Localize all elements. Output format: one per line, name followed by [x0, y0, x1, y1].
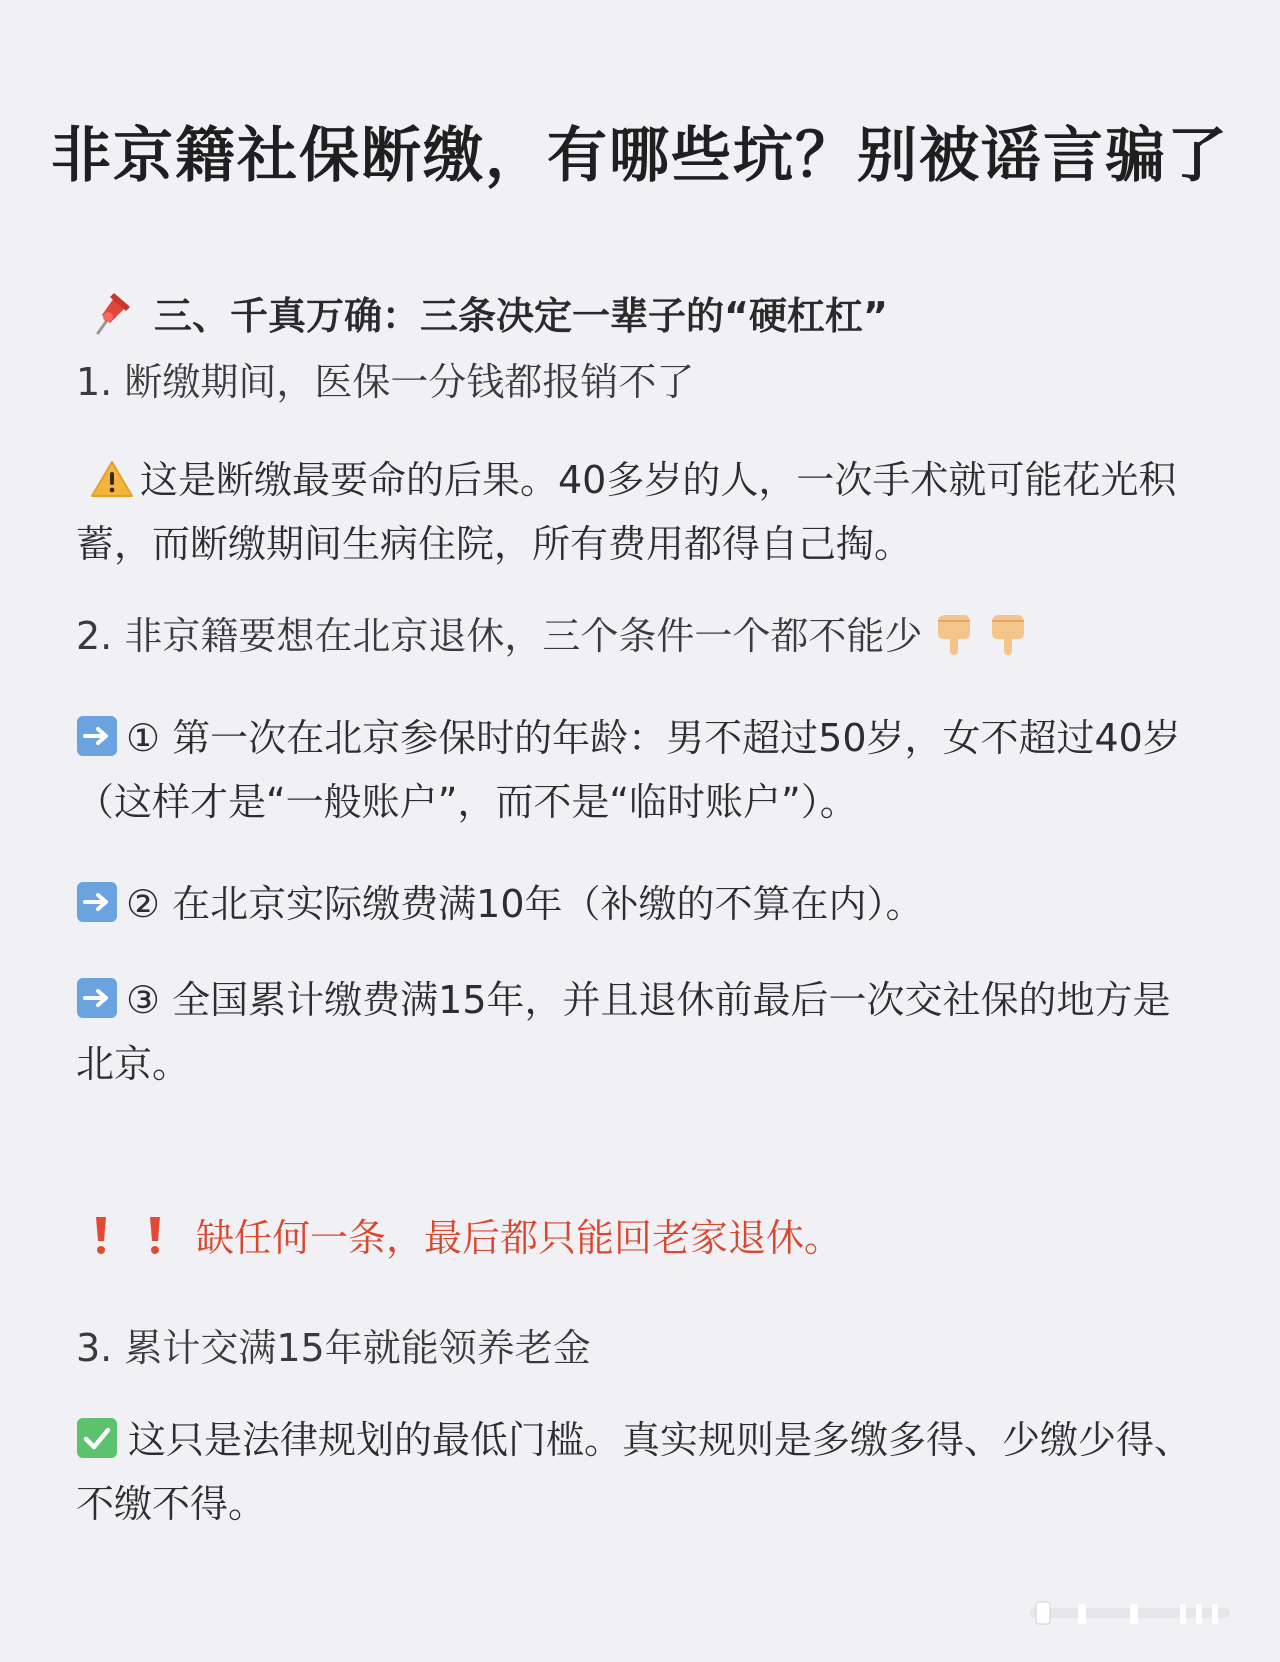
alert-line — [88, 1206, 842, 1270]
item-3-note-text: 这只是法律规划的最低门槛。真实规则是多缴多得、少缴少得、不缴不得。 — [76, 1418, 1193, 1526]
check-mark-icon — [76, 1414, 118, 1456]
item-3-note — [76, 1408, 1206, 1536]
right-arrow-icon — [76, 878, 118, 920]
item-1-title: 1. 断缴期间，医保一分钱都报销不了 — [76, 360, 695, 404]
pointing-down-hand-icon — [984, 611, 1030, 657]
condition-3-text: ③ 全国累计缴费满15年，并且退休前最后一次交社保的地方是北京。 — [76, 978, 1171, 1086]
condition-2-text: ② 在北京实际缴费满10年（补缴的不算在内）。 — [126, 882, 924, 926]
alert-text: 缺任何一条，最后都只能回老家退休。 — [196, 1216, 843, 1260]
item-2-title-text: 2. 非京籍要想在北京退休，三个条件一个都不能少 — [76, 614, 923, 658]
section-heading — [88, 285, 888, 340]
item-1-note-text: 这是断缴最要命的后果。40多岁的人，一次手术就可能花光积蓄，而断缴期间生病住院，所有费用都得自己掏。 — [76, 458, 1177, 566]
right-arrow-icon — [76, 712, 118, 754]
watermark-mark — [1030, 1598, 1250, 1628]
item-1-note — [76, 448, 1206, 576]
right-arrow-icon — [76, 974, 118, 1016]
exclamation-icon — [142, 1212, 168, 1256]
section-heading-text: 三、千真万确：三条决定一辈子的“硬杠杠” — [154, 294, 888, 338]
pushpin-icon — [88, 289, 132, 337]
item-2-title — [76, 604, 1206, 668]
condition-3 — [76, 968, 1206, 1096]
page-title: 非京籍社保断缴，有哪些坑？别被谣言骗了 — [51, 121, 1229, 191]
condition-2 — [76, 872, 1206, 936]
warning-icon — [90, 454, 134, 494]
condition-1 — [76, 706, 1206, 834]
pointing-down-hand-icon — [930, 611, 976, 657]
condition-1-text: ① 第一次在北京参保时的年龄：男不超过50岁，女不超过40岁（这样才是“一般账户”，而不是“临时账户”）。 — [76, 716, 1181, 824]
exclamation-icon — [88, 1212, 114, 1256]
item-3-title: 3. 累计交满15年就能领养老金 — [76, 1326, 591, 1370]
